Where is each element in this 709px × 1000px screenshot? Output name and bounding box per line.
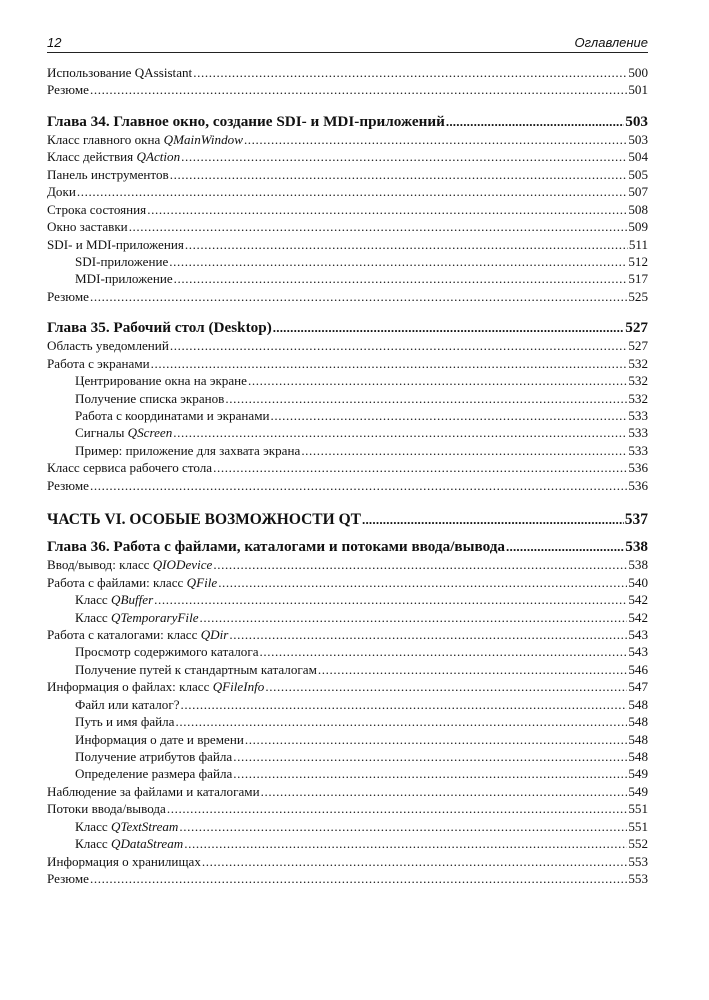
toc-page-number: 505 [628, 166, 648, 182]
toc-entry-title [47, 477, 89, 494]
dot-leader [181, 696, 628, 713]
toc-entry-title [47, 626, 228, 643]
toc-page-number: 500 [628, 65, 648, 80]
toc-entry-text: Класс [75, 592, 111, 608]
toc-entry[interactable] [47, 236, 648, 253]
toc-entry-class-name: QFileInfo [212, 679, 265, 695]
toc-entry-text: Информация о файлах: класс [47, 679, 213, 695]
dot-leader [506, 537, 624, 556]
toc-subentry[interactable] [47, 748, 648, 765]
toc-entry-text: Центрирование окна на экране [75, 373, 247, 389]
toc-entry-class-name: QTemporaryFile [110, 609, 199, 625]
toc-entry-text: Получение путей к стандартным каталогам [75, 661, 317, 677]
toc-page-number: 533 [628, 425, 648, 441]
toc-entry-title [75, 424, 172, 441]
toc-entry-text: Файл или каталог? [75, 696, 180, 712]
toc-page-number: 549 [628, 783, 648, 799]
toc-entry-text: Получение списка экранов [75, 390, 225, 406]
toc-entry-title [47, 459, 212, 476]
toc-entry-text: Класс действия [47, 149, 137, 165]
dot-leader [225, 390, 627, 407]
toc-entry[interactable] [47, 870, 648, 887]
dot-leader [90, 288, 627, 305]
toc-entry[interactable] [47, 148, 648, 165]
toc-entry-title [47, 556, 212, 573]
toc-page-number: 503 [625, 112, 648, 130]
dot-leader [200, 609, 628, 626]
toc-entry[interactable] [47, 131, 648, 148]
toc-page-number: 527 [628, 338, 648, 354]
toc-entry-text: SDI-приложение [75, 253, 169, 269]
section-title: Оглавление [574, 35, 648, 50]
toc-subentry[interactable] [47, 765, 648, 782]
dot-leader [229, 626, 627, 643]
dot-leader [233, 765, 627, 782]
toc-page-number: 532 [628, 373, 648, 389]
toc-entry[interactable] [47, 853, 648, 870]
toc-entry-text: Работа с каталогами: класс [47, 626, 201, 642]
toc-entry-title [47, 337, 169, 354]
toc-page-number: 525 [628, 288, 648, 304]
toc-entry[interactable] [47, 459, 648, 476]
dot-leader [213, 459, 627, 476]
toc-page-number: 512 [628, 253, 648, 269]
dot-leader [245, 731, 628, 748]
toc-page-number: 543 [628, 644, 648, 660]
toc-entry[interactable] [47, 477, 648, 494]
toc-page-number: 536 [628, 460, 648, 476]
dot-leader [185, 236, 628, 253]
toc-page-number: 542 [628, 592, 648, 608]
toc-entry-class-name: QMainWindow [163, 131, 243, 147]
dot-leader [193, 64, 627, 81]
toc-entry-title [47, 64, 192, 81]
dot-leader [174, 270, 628, 287]
toc-entry-title [47, 783, 260, 800]
toc-entry-title [75, 372, 247, 389]
toc-page-number: 504 [628, 149, 648, 165]
toc-entry[interactable] [47, 64, 648, 81]
toc-entry[interactable] [47, 783, 648, 800]
dot-leader [301, 442, 627, 459]
dot-leader [260, 643, 628, 660]
toc-entry-text: Потоки ввода/вывода [47, 801, 166, 817]
toc-entry-text: Панель инструментов [47, 166, 169, 182]
dot-leader [170, 337, 628, 354]
toc-entry-title [75, 390, 224, 407]
toc-page-number: 547 [628, 679, 648, 695]
toc-entry-text: Глава 35. Рабочий стол (Desktop) [47, 319, 272, 337]
toc-page-number: 548 [628, 714, 648, 730]
toc-entry-text: Работа с файлами: класс [47, 574, 187, 590]
toc-entry-text: Определение размера файла [75, 766, 233, 782]
toc-entry-title [75, 591, 153, 608]
toc-entry-text: Путь и имя файла [75, 714, 175, 730]
toc-entry[interactable] [47, 183, 648, 200]
dot-leader [90, 477, 627, 494]
dot-leader [318, 661, 628, 678]
dot-leader [90, 870, 627, 887]
toc-page-number: 503 [628, 131, 648, 147]
toc-entry-class-name: QScreen [127, 425, 173, 441]
toc-part-entry[interactable] [47, 510, 648, 529]
toc-entry-title [47, 183, 76, 200]
dot-leader [129, 218, 628, 235]
toc-entry-text: Окно заставки [47, 219, 128, 235]
toc-entry-text: Глава 36. Работа с файлами, каталогами и потоками ввода/вывода [47, 538, 506, 556]
toc-entry[interactable] [47, 288, 648, 305]
toc-subentry[interactable] [47, 835, 648, 852]
toc-page-number: 549 [628, 766, 648, 782]
toc-entry-class-name: QDir [200, 626, 229, 642]
toc-page-number: 507 [628, 184, 648, 200]
dot-leader [77, 183, 628, 200]
toc-page-number: 543 [628, 626, 648, 642]
dot-leader [154, 591, 627, 608]
toc-entry[interactable] [47, 678, 648, 695]
toc-subentry[interactable] [47, 713, 648, 730]
dot-leader [181, 148, 627, 165]
toc-entry-title [47, 800, 166, 817]
toc-subentry[interactable] [47, 372, 648, 389]
toc-entry-text: Строка состояния [47, 201, 147, 217]
table-of-contents [47, 64, 648, 888]
toc-entry-text: Сигналы [75, 425, 128, 441]
toc-entry-title [75, 765, 232, 782]
toc-page-number: 548 [628, 749, 648, 764]
dot-leader [362, 510, 624, 529]
toc-page-number: 553 [628, 871, 648, 887]
toc-entry[interactable] [47, 81, 648, 98]
toc-entry-text: Работа с координатами и экранами [75, 408, 270, 423]
toc-page-number: 546 [628, 661, 648, 677]
toc-page-number: 551 [628, 818, 648, 834]
toc-entry[interactable] [47, 201, 648, 218]
toc-page-number: 538 [625, 538, 648, 556]
toc-entry-text: Область уведомлений [47, 338, 169, 354]
toc-page-number: 548 [628, 696, 648, 712]
toc-page-number: 517 [628, 271, 648, 287]
dot-leader [184, 835, 627, 852]
toc-chapter-entry[interactable] [47, 318, 648, 337]
dot-leader [169, 253, 627, 270]
toc-entry-class-name: QIODevice [152, 557, 213, 573]
toc-page-number: 542 [628, 609, 648, 625]
toc-entry-text: MDI-приложение [75, 271, 173, 287]
page-number: 12 [47, 35, 62, 50]
toc-entry-title [75, 818, 178, 835]
toc-entry[interactable] [47, 337, 648, 354]
toc-entry[interactable] [47, 626, 648, 643]
toc-chapter-entry[interactable] [47, 112, 648, 131]
dot-leader [271, 407, 628, 424]
toc-page-number: 536 [628, 477, 648, 493]
dot-leader [90, 81, 627, 98]
dot-leader [248, 372, 627, 389]
toc-entry-title [47, 355, 150, 372]
toc-entry-text: Резюме [47, 288, 89, 304]
toc-entry-text: SDI- и MDI-приложения [47, 236, 184, 252]
toc-page-number: 538 [628, 557, 648, 573]
toc-entry-text: Получение атрибутов файла [75, 749, 233, 764]
toc-entry-text: Работа с экранами [47, 355, 150, 371]
running-header [47, 30, 648, 53]
toc-entry-text: Глава 34. Главное окно, создание SDI- и MDI-приложений [47, 112, 445, 130]
toc-entry-title [75, 407, 270, 424]
toc-page-number: 548 [628, 731, 648, 747]
toc-page-number: 527 [625, 319, 648, 337]
toc-entry-title [47, 112, 445, 131]
toc-subentry[interactable] [47, 591, 648, 608]
toc-page-number: 553 [628, 853, 648, 869]
toc-entry-title [75, 270, 173, 287]
toc-entry-text: Резюме [47, 477, 89, 493]
toc-entry-text: Доки [47, 184, 76, 200]
dot-leader [233, 748, 627, 765]
toc-subentry[interactable] [47, 661, 648, 678]
toc-entry-title [75, 661, 317, 678]
dot-leader [176, 713, 628, 730]
dot-leader [446, 112, 624, 131]
toc-entry-title [47, 218, 128, 235]
toc-entry-class-name: QDataStream [110, 836, 184, 852]
toc-entry-text: Класс [75, 818, 111, 834]
toc-entry-title [47, 678, 264, 695]
toc-entry[interactable] [47, 355, 648, 372]
toc-entry-title [75, 748, 232, 765]
dot-leader [265, 678, 627, 695]
toc-entry-title [47, 318, 272, 337]
toc-subentry[interactable] [47, 253, 648, 270]
dot-leader [173, 424, 627, 441]
toc-entry-text: Просмотр содержимого каталога [75, 644, 259, 660]
toc-page-number: 540 [628, 574, 648, 590]
toc-entry-title [47, 166, 169, 183]
toc-entry-title [47, 853, 201, 870]
toc-entry-text: Класс [75, 609, 111, 625]
toc-page-number: 551 [628, 801, 648, 817]
toc-subentry[interactable] [47, 424, 648, 441]
toc-entry-title [75, 253, 168, 270]
toc-entry-text: Класс [75, 836, 111, 852]
toc-entry-text: Наблюдение за файлами и каталогами [47, 783, 260, 799]
toc-page-number: 501 [628, 82, 648, 98]
toc-entry-text: Резюме [47, 871, 89, 887]
toc-entry[interactable] [47, 166, 648, 183]
toc-subentry[interactable] [47, 731, 648, 748]
toc-entry-title [47, 131, 243, 148]
toc-entry-title [47, 288, 89, 305]
toc-subentry[interactable] [47, 407, 648, 424]
toc-entry-title [47, 236, 184, 253]
toc-entry-text: Информация о дате и времени [75, 731, 244, 747]
toc-entry-class-name: QBuffer [110, 592, 154, 608]
toc-entry-text: ЧАСТЬ VI. ОСОБЫЕ ВОЗМОЖНОСТИ QT [47, 511, 361, 529]
toc-entry-title [75, 835, 183, 852]
toc-entry-title [75, 696, 180, 713]
toc-entry-title [47, 537, 505, 556]
toc-page-number: 533 [628, 408, 648, 423]
toc-entry-title [75, 643, 259, 660]
toc-entry[interactable] [47, 800, 648, 817]
toc-page-number: 508 [628, 201, 648, 217]
toc-entry-title [47, 870, 89, 887]
dot-leader [167, 800, 628, 817]
toc-subentry[interactable] [47, 818, 648, 835]
toc-entry-title [75, 442, 300, 459]
toc-entry[interactable] [47, 218, 648, 235]
toc-entry-class-name: QTextStream [110, 818, 179, 834]
toc-page-number: 532 [628, 390, 648, 406]
dot-leader [261, 783, 628, 800]
toc-page-number: 537 [624, 511, 648, 529]
toc-entry-class-name: QAction [136, 149, 181, 165]
toc-entry-title [47, 574, 217, 591]
toc-page-number: 532 [628, 355, 648, 371]
dot-leader [218, 574, 627, 591]
toc-subentry[interactable] [47, 609, 648, 626]
toc-subentry[interactable] [47, 390, 648, 407]
toc-page-number: 533 [628, 442, 648, 458]
toc-subentry[interactable] [47, 643, 648, 660]
toc-entry-text: Информация о хранилищах [47, 853, 201, 869]
toc-entry-text: Использование QAssistant [47, 65, 193, 80]
dot-leader [244, 131, 627, 148]
toc-entry-title [75, 609, 199, 626]
toc-entry-title [47, 510, 361, 529]
toc-chapter-entry[interactable] [47, 537, 648, 556]
dot-leader [213, 556, 627, 573]
toc-entry-title [47, 148, 180, 165]
toc-page-number: 552 [628, 836, 648, 852]
dot-leader [202, 853, 627, 870]
toc-subentry[interactable] [47, 442, 648, 459]
toc-entry-text: Класс главного окна [47, 131, 164, 147]
toc-entry-title [47, 81, 89, 98]
toc-entry-text: Класс сервиса рабочего стола [47, 460, 213, 476]
dot-leader [151, 355, 628, 372]
toc-entry-text: Пример: приложение для захвата экрана [75, 442, 301, 458]
dot-leader [147, 201, 627, 218]
toc-subentry[interactable] [47, 270, 648, 287]
toc-entry-class-name: QFile [186, 574, 218, 590]
dot-leader [170, 166, 628, 183]
toc-entry-text: Резюме [47, 82, 89, 98]
toc-page-number: 509 [628, 219, 648, 235]
toc-entry-title [75, 713, 175, 730]
toc-entry-text: Ввод/вывод: класс [47, 557, 153, 573]
toc-entry-title [75, 731, 244, 748]
toc-page-number: 511 [628, 236, 648, 252]
toc-entry[interactable] [47, 574, 648, 591]
toc-entry[interactable] [47, 556, 648, 573]
toc-entry-title [47, 201, 146, 218]
toc-subentry[interactable] [47, 696, 648, 713]
dot-leader [273, 318, 624, 337]
dot-leader [179, 818, 627, 835]
